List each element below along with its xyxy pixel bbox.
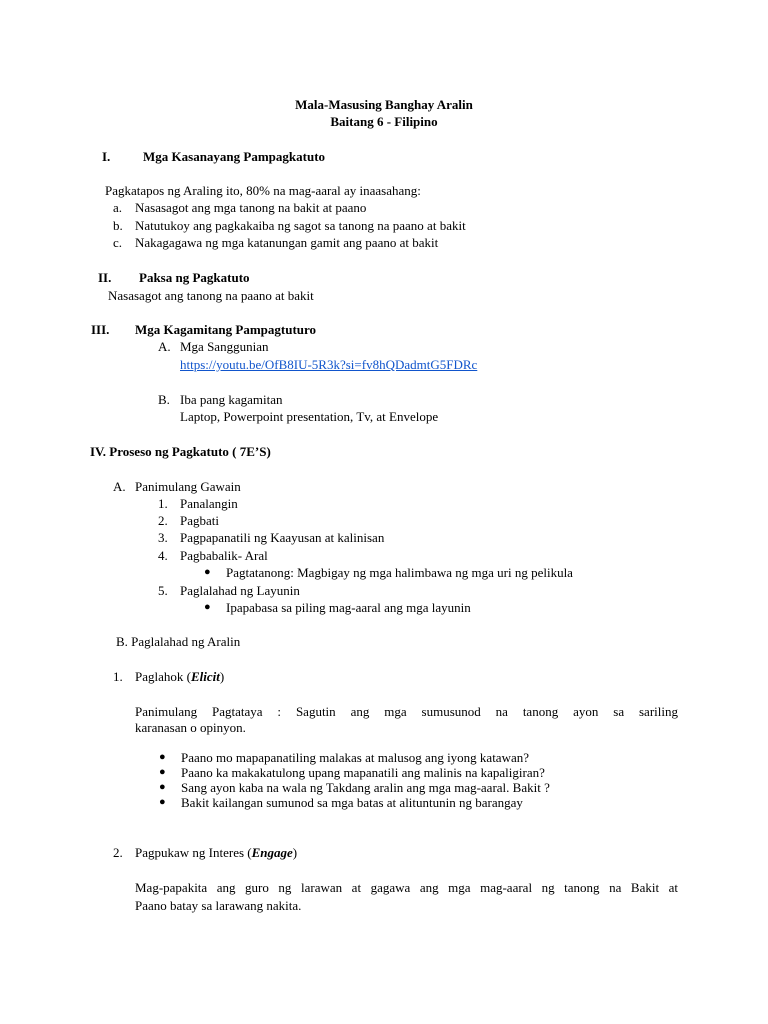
list-item: Nakagagawa ng mga katanungan gamit ang paano at bakit [135,235,439,250]
subsection-label: B. Paglalahad ng Aralin [116,634,241,649]
list-marker: 5. [158,583,168,598]
list-item: Pagbabalik- Aral [180,548,268,563]
section-heading: Paksa ng Pagkatuto [139,270,250,285]
list-item: Nasasagot ang mga tanong na bakit at paano [135,200,367,215]
bullet-icon: ● [204,566,211,578]
question-item: Paano mo mapapanatiling malakas at malusog ang iyong katawan? [181,750,530,765]
list-marker: b. [113,218,123,233]
question-item: Paano ka makakatulong upang mapanatili ang malinis na kapaligiran? [181,765,545,780]
paragraph-line: Panimulang Pagtataya : Sagutin ang mga sumusunod na tanong ayon sa sariling [135,704,678,719]
bullet-icon: ● [159,751,166,763]
phase-label-emphasis: Elicit [190,669,220,684]
section-heading: Mga Kasanayang Pampagkatuto [143,149,326,164]
reference-link[interactable]: https://youtu.be/OfB8IU-5R3k?si=fv8hQDadmtG5FDRc [180,357,478,372]
question-item: Sang ayon kaba na wala ng Takdang aralin ang mga mag-aaral. Bakit ? [181,780,550,795]
phase-label-emphasis: Engage [251,845,293,860]
phase-label-end: ) [292,845,298,860]
bullet-icon: ● [204,601,211,613]
bullet-icon: ● [159,766,166,778]
section-intro: Pagkatapos ng Araling ito, 80% na mag-aaral ay inaasahang: [105,183,421,198]
subsection-label: Panimulang Gawain [135,479,241,494]
list-marker: 1. [158,496,168,511]
phase-label [135,844,297,861]
list-marker: A. [158,339,171,354]
list-marker: B. [158,392,170,407]
list-item: Pagpapanatili ng Kaayusan at kalinisan [180,530,385,545]
section-number: I. [102,149,111,164]
paragraph-line: Paano batay sa larawang nakita. [135,898,302,913]
section-number: II. [98,270,112,285]
list-item: Pagbati [180,513,219,528]
other-materials-label: Iba pang kagamitan [180,392,283,407]
list-marker: A. [113,479,126,494]
phase-label-end: ) [219,669,225,684]
list-marker: 4. [158,548,168,563]
bullet-icon: ● [159,796,166,808]
list-marker: 2. [113,845,123,860]
list-marker: 2. [158,513,168,528]
list-item: Ipapabasa sa piling mag-aaral ang mga layunin [226,600,471,615]
phase-label-text: Paglahok ( [135,669,191,684]
section-heading: Mga Kagamitang Pampagtuturo [135,322,317,337]
section-heading: IV. Proseso ng Pagkatuto ( 7E’S) [90,444,271,459]
list-marker: c. [113,235,123,250]
section-text: Nasasagot ang tanong na paano at bakit [108,288,314,303]
list-item: Natutukoy ang pagkakaiba ng sagot sa tanong na paano at bakit [135,218,466,233]
paragraph-line: karanasan o opinyon. [135,720,246,735]
list-item: Panalangin [180,496,238,511]
document-title: Mala-Masusing Banghay Aralin [295,97,473,112]
bullet-icon: ● [159,781,166,793]
question-item: Bakit kailangan sumunod sa mga batas at alituntunin ng barangay [181,795,523,810]
other-materials-text: Laptop, Powerpoint presentation, Tv, at Envelope [180,409,439,424]
document-subtitle: Baitang 6 - Filipino [330,114,438,129]
list-item: Pagtatanong: Magbigay ng mga halimbawa ng mga uri ng pelikula [226,565,573,580]
list-marker: a. [113,200,123,215]
references-label: Mga Sanggunian [180,339,269,354]
list-marker: 1. [113,669,123,684]
phase-label [135,668,224,685]
phase-label-text: Pagpukaw ng Interes ( [135,845,252,860]
list-marker: 3. [158,530,168,545]
paragraph-line: Mag-papakita ang guro ng larawan at gagawa ang mga mag-aaral ng tanong na Bakit at [135,880,678,895]
section-number: III. [91,322,110,337]
list-item: Paglalahad ng Layunin [180,583,300,598]
